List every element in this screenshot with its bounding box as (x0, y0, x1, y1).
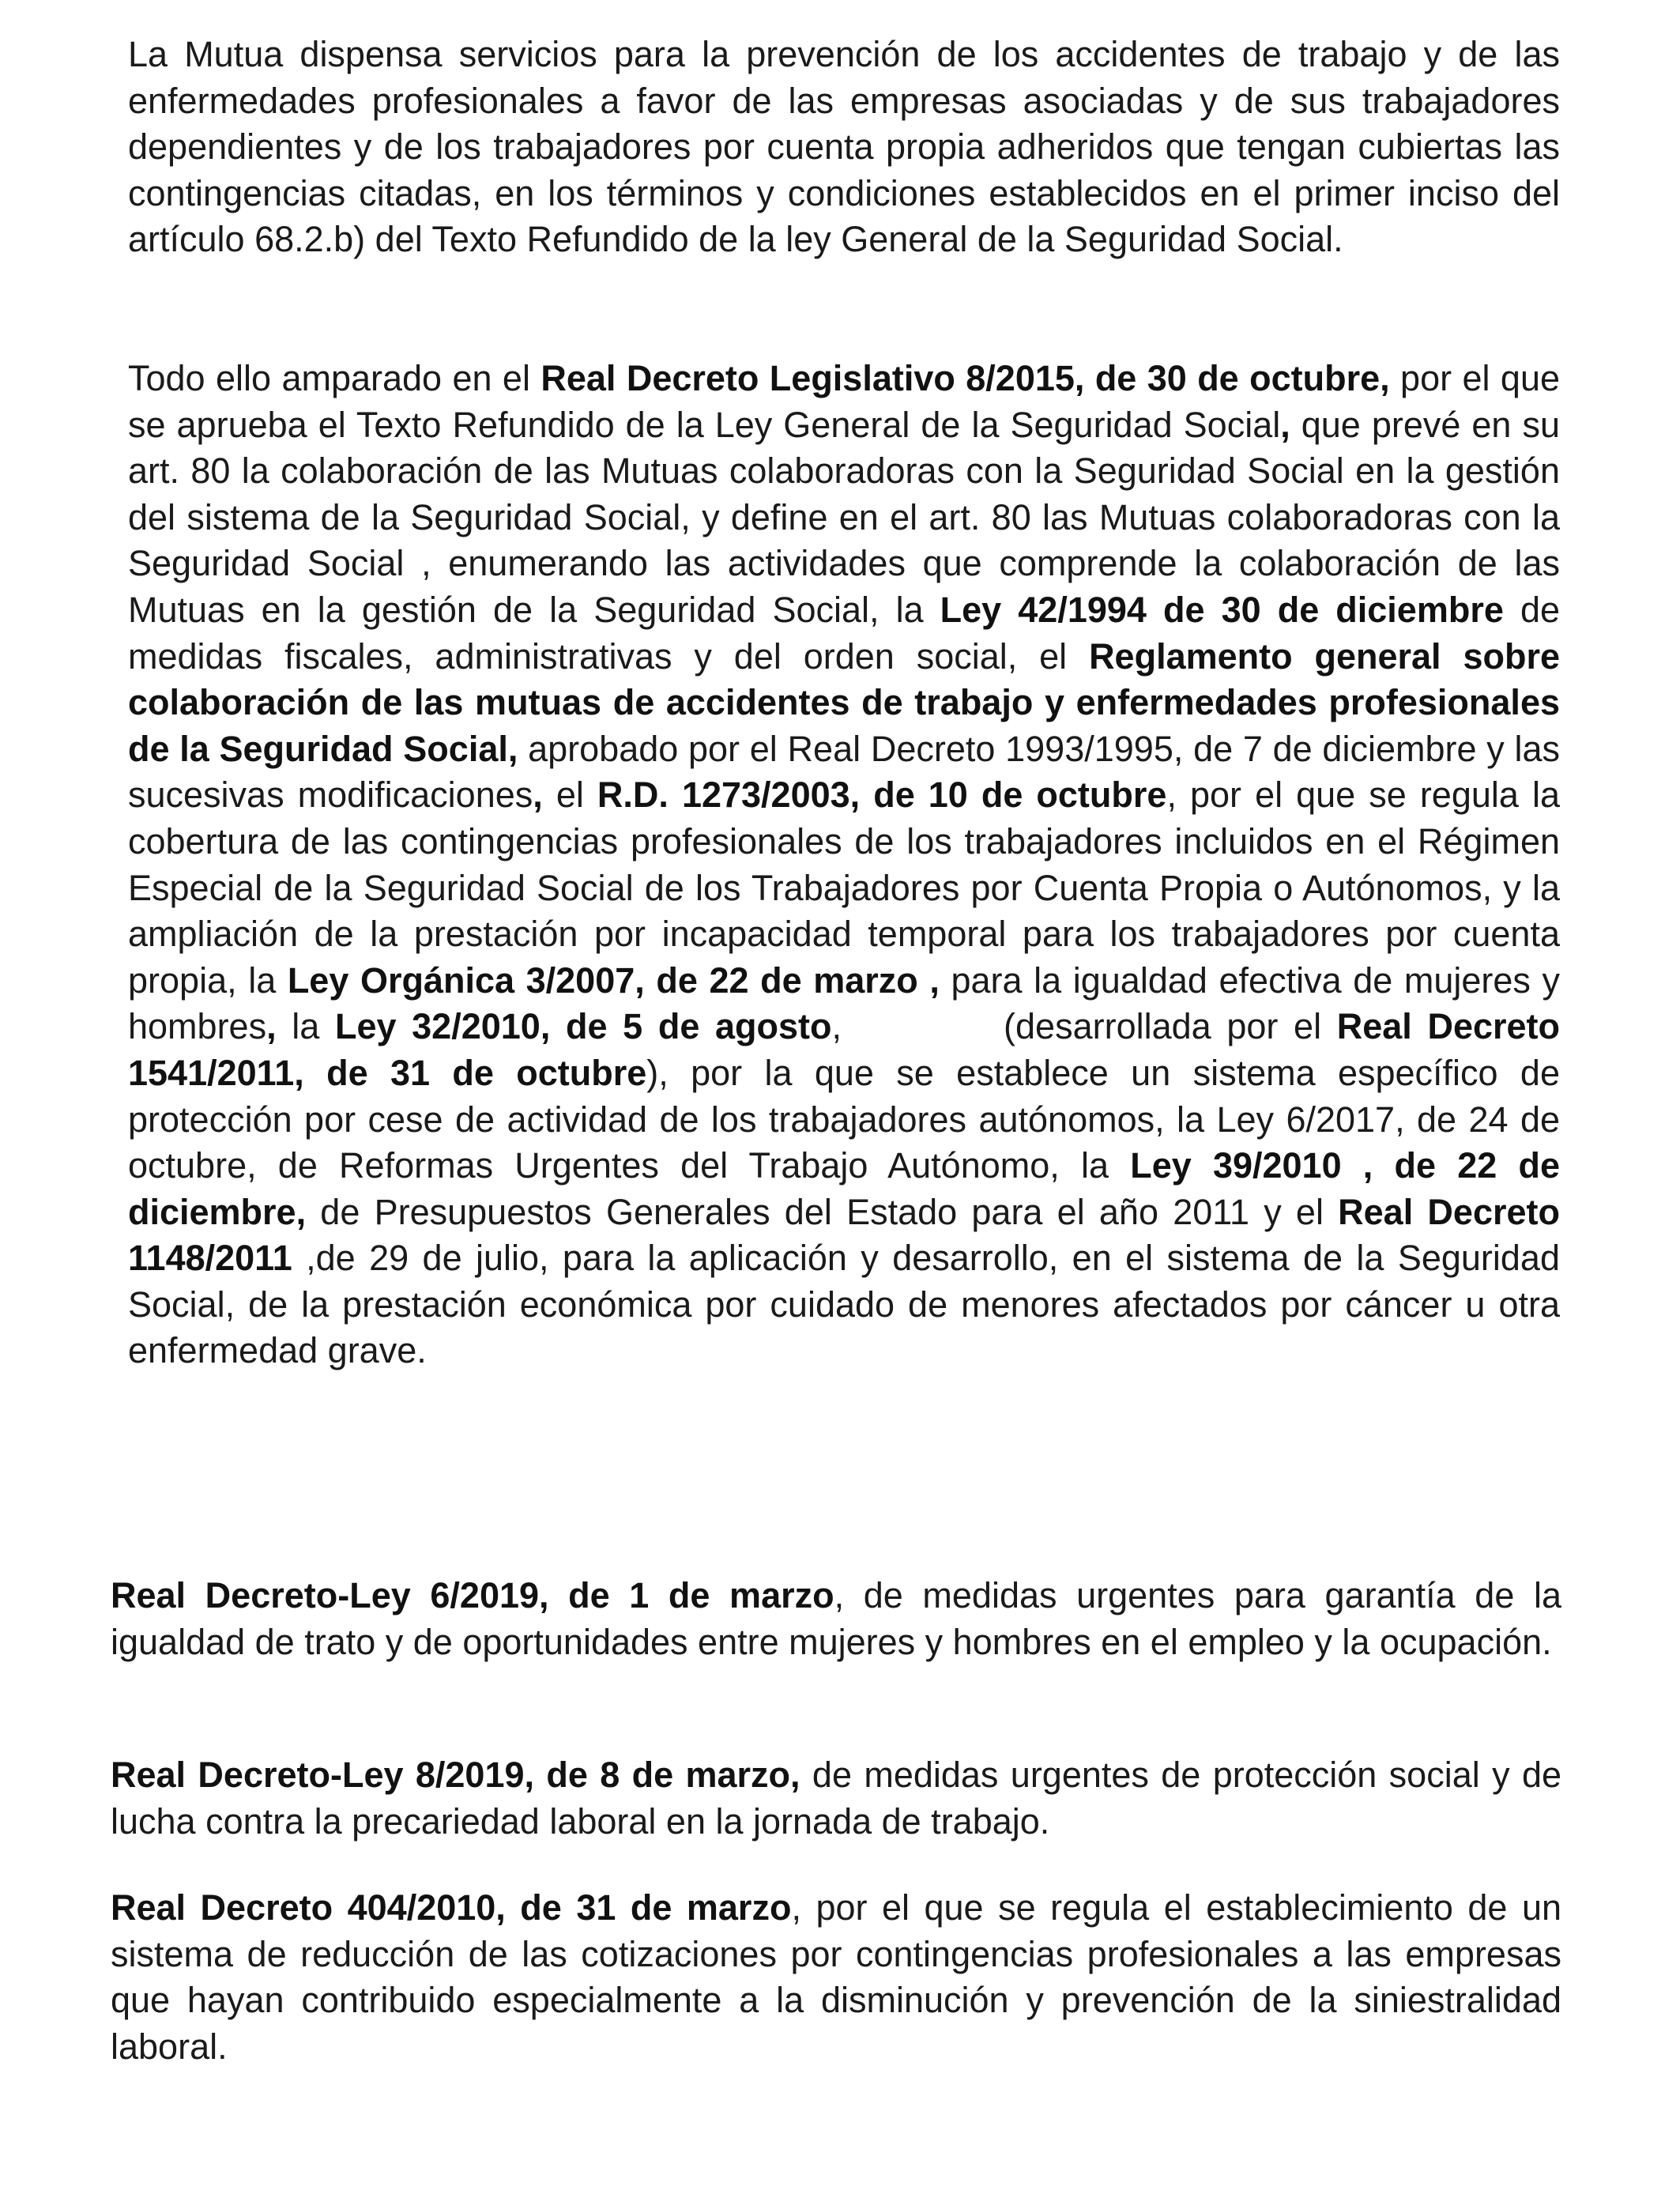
text-segment: Todo ello amparado en el (128, 358, 541, 398)
law-reference-rd-404-2010: Real Decreto 404/2010, de 31 de marzo (111, 1887, 792, 1928)
paragraph-rd-404-2010 (111, 1885, 1561, 2070)
law-reference-lo-3-2007: Ley Orgánica 3/2007, de 22 de marzo , (287, 959, 940, 1001)
text-segment: para la igualdad efectiva de mujeres y hombres (128, 959, 1560, 1047)
text-segment: aprobado por el Real Decreto 1993/1995, de 7 de diciembre y las sucesivas modificaciones (128, 728, 1560, 816)
text-segment: el (542, 775, 597, 816)
law-reference-ley-32-2010: Ley 32/2010, de 5 de agosto (334, 1006, 832, 1047)
law-reference-rdl-8-2019: Real Decreto-Ley 8/2019, de 8 de marzo, (111, 1755, 800, 1795)
text-segment: , por el que se regula el establecimiento de un sistema de reducción de las cotizaciones por contingencias profesionales a las empresas que hayan contribuido especialmente a la disminución y prevención de la siniestralidad laboral. (111, 1887, 1561, 2067)
text-segment: de medidas urgentes de protección social y de lucha contra la precariedad laboral en la jornada de trabajo. (111, 1755, 1561, 1842)
text-segment: de medidas fiscales, administrativas y del orden social, el (128, 589, 1560, 677)
law-reference-rdl-8-2015: Real Decreto Legislativo 8/2015, de 30 de octubre, (541, 358, 1390, 398)
paragraph-rdl-8-2019 (111, 1752, 1561, 1845)
law-reference-rdl-6-2019: Real Decreto-Ley 6/2019, de 1 de marzo (111, 1575, 834, 1615)
text-segment: por el que se aprueba el Texto Refundido de la Ley General de la Seguridad Social (128, 358, 1561, 445)
paragraph-rdl-6-2019 (111, 1573, 1561, 1665)
paragraph-legal-framework (128, 356, 1560, 1374)
text-segment: que prevé en su art. 80 la colaboración de las Mutuas colaboradoras con la Seguridad Social en la gestión del sistema de la Seguridad Social, y define en el art. 80 las Mutuas colaboradoras con la Seguridad Social , enumerando las actividades que comprende la colaboración de las Mutuas en la gestión de la Seguridad Social, la (128, 404, 1560, 630)
text-segment: , de medidas urgentes para garantía de la igualdad de trato y de oportunidades entre mujeres y hombres en el empleo y la ocupación. (111, 1575, 1561, 1662)
law-reference-ley-42-1994: Ley 42/1994 de 30 de diciembre (940, 589, 1504, 630)
text-segment: ), por la que se establece un sistema específico de protección por cese de actividad de los trabajadores autónomos, la Ley 6/2017, de 24 de octubre, de Reformas Urgentes del Trabajo Autónomo, la (128, 1052, 1560, 1186)
bold-comma: , (533, 775, 543, 816)
text-segment: la (276, 1006, 335, 1047)
text-segment: , por el que se regula la cobertura de las contingencias profesionales de los trabajadores incluidos en el Régimen Especial de la Seguridad Social de los Trabajadores por Cuenta Propia o Autónomos, y la ampliación de la prestación por incapacidad temporal para los trabajadores por cuenta propia, la (128, 775, 1560, 1001)
law-reference-rd-1273-2003: R.D. 1273/2003, de 10 de octubre (597, 775, 1167, 816)
law-reference-rd-1148-2011: Real Decreto 1148/2011 (128, 1191, 1560, 1279)
bold-comma: , (266, 1006, 277, 1047)
law-reference-rd-1541-2011: Real Decreto 1541/2011, de 31 de octubre (128, 1006, 1561, 1093)
paragraph-mutua-services (128, 32, 1560, 263)
law-reference-reglamento-general: Reglamento general sobre colaboración de las mutuas de accidentes de trabajo y enfermedades profesionales de la Seguridad Social, (128, 635, 1560, 769)
bold-comma: , (1280, 404, 1290, 445)
law-reference-ley-39-2010: Ley 39/2010 , de 22 de diciembre, (128, 1145, 1560, 1232)
paragraph-text: La Mutua dispensa servicios para la prevención de los accidentes de trabajo y de las enfermedades profesionales a favor de las empresas asociadas y de sus trabajadores dependientes y de los trabajadores por cuenta propia adheridos que tengan cubiertas las contingencias citadas, en los términos y condiciones establecidos en el primer inciso del artículo 68.2.b) del Texto Refundido de la ley General de la Seguridad Social. (128, 34, 1560, 260)
text-segment: ,de 29 de julio, para la aplicación y desarrollo, en el sistema de la Seguridad Social, de la prestación económica por cuidado de menores afectados por cáncer u otra enfermedad grave. (128, 1238, 1560, 1371)
text-segment: (desarrollada por el (1004, 1006, 1337, 1047)
text-segment: , (831, 1006, 842, 1047)
text-segment: de Presupuestos Generales del Estado para el año 2011 y el (306, 1191, 1339, 1232)
